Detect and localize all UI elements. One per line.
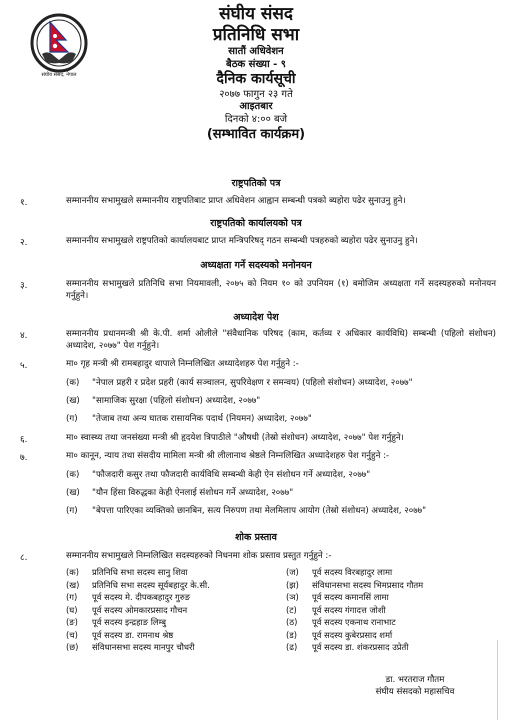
item-number-1: १. — [20, 198, 28, 208]
item-text-2: सम्माननीय सभामुखले राष्ट्रपतिको कार्यालयबाट प्राप्त मन्त्रिपरिषद् गठन सम्बन्धी पत्रहरुको ब्यहोरा पढेर सुनाउनु हुने। — [66, 236, 418, 246]
entry-label: (ञ) — [286, 592, 299, 602]
item-text-1: सम्माननीय सभामुखले सम्माननीय राष्ट्रपतिबाट प्राप्त अधिवेशन आह्वान सम्बन्धी पत्रको ब्यहोरा पढेर सुनाउनु हुने। — [66, 196, 406, 206]
item-text-5: मा० गृह मन्त्री श्री रामबहादुर थापाले निम्नलिखित अध्यादेशहरु पेश गर्नुहुने :- — [66, 359, 299, 369]
entry-label: (क) — [66, 567, 79, 577]
entry-label: (ठ) — [286, 617, 298, 627]
item-7-sub-label-a: (क) — [66, 470, 80, 480]
entry-label: (घ) — [66, 604, 78, 615]
header-line-3: सातौं अधिवेशन — [228, 46, 284, 57]
item-5-sub-label-c: (ग) — [66, 414, 78, 424]
header-line-7: आइतबार — [239, 101, 273, 112]
item-number-6: ६. — [20, 435, 28, 445]
entry-name: पूर्व सदस्य कुबेरप्रसाद शर्मा — [312, 629, 393, 640]
header-line-4: बैठक संख्या - ९ — [226, 59, 286, 70]
item-text-3: सम्माननीय सभामुखले प्रतिनिधि सभा नियमावली, २०७५ को नियम १० को उपनियम (१) बमोजिम अध्यक्षता गर्ने सदस्यहरुको मनोनयन गर्नुहुने। — [66, 279, 496, 301]
condolence-entry — [286, 641, 423, 654]
item-7-sub-label-b: (ख) — [66, 488, 80, 498]
condolence-entry — [286, 566, 423, 579]
entry-name: पूर्व सदस्य मे. दीपकबहादुर गुरुङ — [92, 592, 191, 602]
item-7-sub-label-c: (ग) — [66, 506, 78, 516]
item-text-4: सम्माननीय प्रधानमन्त्री श्री के.पी. शर्मा ओली‍ले "संवैधानिक परिषद (काम, कर्तव्य र अधिकार कार्यविधि) सम्बन्धी (पहिलो संशोधन) अध्यादेश, २०७७" पेश गर्नुहुने। — [66, 329, 496, 351]
signature-block — [350, 674, 480, 698]
entry-name: पूर्व सदस्य विरबहादुर लामा — [312, 567, 393, 577]
entry-name: पूर्व सदस्य डा. शंकरप्रसाद उप्रेती — [312, 642, 409, 652]
header-line-9: (सम्भावित कार्यक्रम) — [206, 127, 306, 142]
header-line-1: संघीय संसद — [219, 4, 293, 24]
entry-name: प्रतिनिधि सभा सदस्य सूर्यबहादुर के.सी. — [92, 579, 210, 590]
condolence-entry — [66, 641, 210, 654]
condolence-entry — [286, 604, 423, 617]
entry-name: संविधानसभा सदस्य मानपुर चौधरी — [92, 642, 195, 652]
header-line-2: प्रतिनिधि सभा — [212, 25, 300, 45]
section-heading-1: राष्ट्रपतिको पत्र — [231, 178, 281, 189]
entry-label: (ढ) — [286, 642, 298, 652]
condolence-entry — [66, 629, 210, 642]
condolence-list-left — [66, 566, 210, 654]
condolence-entry — [66, 579, 210, 592]
item-5-sub-label-b: (ख) — [66, 396, 80, 406]
condolence-entry — [66, 566, 210, 579]
entry-label: (ज) — [286, 567, 299, 577]
item-number-7: ७. — [20, 453, 28, 463]
entry-label: (ङ) — [66, 617, 78, 627]
item-number-2: २. — [20, 238, 28, 248]
parliament-emblem — [28, 10, 90, 84]
entry-name: पूर्व सदस्य ओमकारप्रसाद गौचन — [92, 604, 188, 615]
item-7-sub-text-c: "बेपत्ता पारिएका व्यक्तिको छानबिन, सत्य निरुपण तथा मेलमिलाप आयोग (तेस्रो संशोधन) अध्यादेश, २०७७" — [92, 506, 427, 516]
item-5-sub-label-a: (क) — [66, 378, 80, 388]
item-text-7: मा० कानून, न्याय तथा संसदीय मामिला मन्त्री श्री लीलानाथ श्रेष्ठले निम्नलिखित अध्यादेशहरु पेश गर्नुहुने :- — [66, 451, 390, 461]
entry-label: (छ) — [66, 642, 79, 652]
entry-label: (ग) — [66, 592, 78, 602]
item-text-6: मा० स्वास्थ्य तथा जनसंख्या मन्त्री श्री हृदयेश त्रिपाठीले "औषधी (तेस्रो संशोधन) अध्यादेश, २०७७" पेश गर्नुहुने। — [66, 433, 404, 443]
page-edge-line — [497, 640, 498, 720]
item-7-sub-text-a: "फौजदारी कसुर तथा फौजदारी कार्यविधि सम्बन्धी केही ऐन संशोधन गर्ने अध्यादेश, २०७७" — [92, 470, 371, 480]
signatory-name: डा. भरतराज गौतम — [385, 675, 445, 685]
signatory-title: संघीय संसदको महासचिव — [375, 687, 455, 697]
condolence-entry — [286, 629, 423, 642]
item-7-sub-text-b: "यौन हिंसा विरुद्धका केही ऐनलाई संशोधन गर्ने अध्यादेश, २०७७" — [92, 488, 294, 498]
item-5-sub-text-c: "तेजाब तथा अन्य घातक रासायनिक पदार्थ (नियमन) अध्यादेश, २०७७" — [92, 414, 312, 424]
condolence-entry — [286, 591, 423, 604]
item-text-8: सम्माननीय सभामुखले निम्नलिखित सदस्यहरुको निधनमा शोक प्रस्ताव प्रस्तुत गर्नुहुने :- — [66, 551, 332, 561]
header-line-6: २०७७ फागुन २३ गते — [219, 89, 293, 100]
entry-name: पूर्व सदस्य एकनाथ रानाभाट — [312, 617, 396, 627]
item-5-sub-text-a: "नेपाल प्रहरी र प्रदेश प्रहरी (कार्य सञ्चालन, सुपरिवेक्षण र समन्वय) (पहिलो संशोधन) अध्यादेश, २०७७" — [92, 378, 413, 388]
emblem-caption: संघीय संसद, नेपाल — [41, 72, 77, 78]
condolence-entry — [66, 604, 210, 617]
item-number-4: ४. — [20, 331, 28, 341]
condolence-list-right — [286, 566, 423, 654]
condolence-entry — [286, 579, 423, 592]
entry-name: पूर्व सदस्य गंगादत्त जोशी — [312, 604, 386, 615]
entry-name: प्रतिनिधि सभा सदस्य सानु शिवा — [92, 567, 188, 577]
item-5-sub-text-b: "सामाजिक सुरक्षा (पहिलो संशोधन) अध्यादेश, २०७७" — [92, 396, 261, 406]
condolence-entry — [66, 616, 210, 629]
item-number-3: ३. — [20, 281, 28, 291]
item-number-5: ५. — [20, 361, 28, 371]
entry-name: पूर्व सदस्य कमानसिं लामा — [312, 592, 389, 602]
entry-label: (ख) — [66, 579, 80, 590]
section-heading-4: अध्यादेश पेश — [233, 312, 279, 323]
agenda-header — [100, 4, 412, 144]
section-heading-3: अध्यक्षता गर्ने सदस्यको मनोनयन — [200, 260, 312, 271]
entry-name: संविधानसभा सदस्य भिमप्रसाद गौतम — [312, 579, 424, 590]
condolence-entry — [66, 591, 210, 604]
header-line-5: दैनिक कार्यसूची — [216, 71, 296, 87]
section-heading-5: शोक प्रस्ताव — [235, 532, 277, 543]
entry-label: (ड) — [286, 629, 298, 640]
entry-label: (ट) — [286, 604, 297, 615]
entry-name: पूर्व सदस्य डा. रामनाथ श्रेष्ठ — [92, 629, 174, 640]
section-heading-2: राष्ट्रपतिको कार्यालयको पत्र — [210, 218, 302, 229]
entry-name: पूर्व सदस्य इन्द्रहाङ लिम्बु — [92, 617, 167, 627]
entry-label: (झ) — [286, 579, 299, 590]
header-line-8: दिनको ४:०० बजे — [224, 114, 288, 125]
condolence-entry — [286, 616, 423, 629]
item-number-8: ८. — [20, 553, 28, 563]
entry-label: (च) — [66, 629, 78, 640]
